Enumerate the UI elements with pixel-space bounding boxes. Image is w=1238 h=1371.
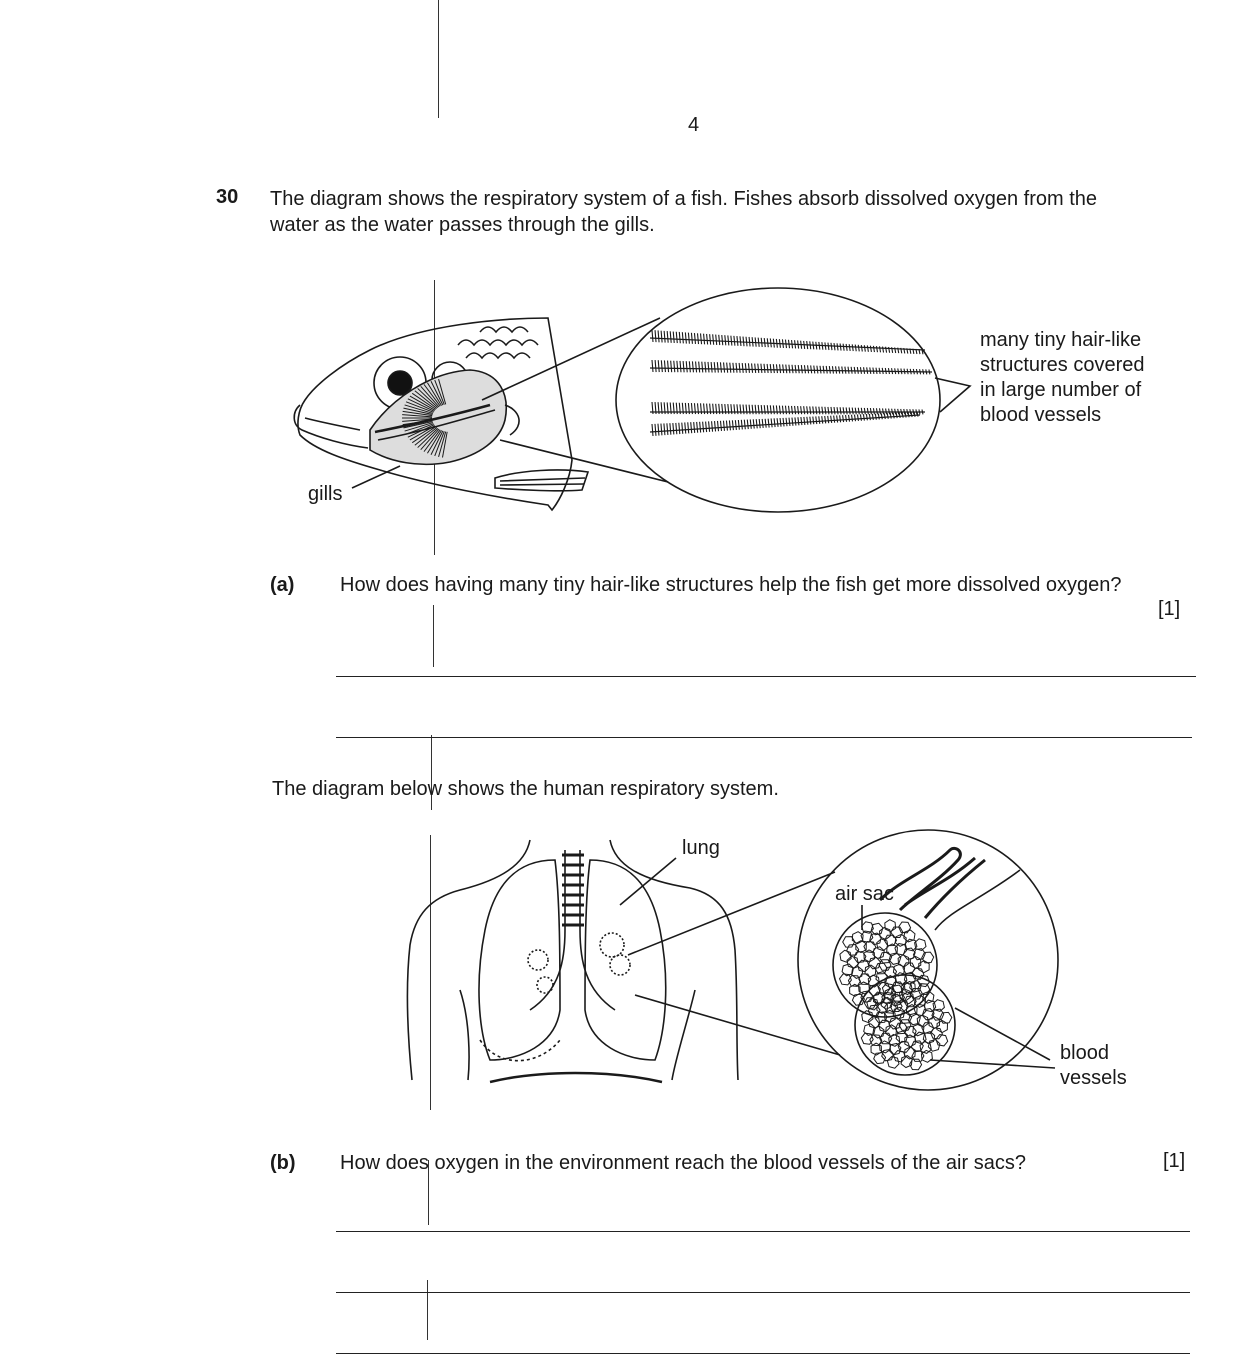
- right-lung: [585, 860, 666, 1060]
- air-sac-cell: [904, 930, 915, 942]
- part-b-marks: [1]: [1163, 1150, 1186, 1172]
- lung-pointer: [620, 858, 676, 905]
- label-gills: gills: [308, 483, 343, 505]
- answer-line[interactable]: [336, 1353, 1190, 1354]
- air-sac-cell: [880, 1033, 892, 1043]
- human-diagram-intro: The diagram below shows the human respiratory system.: [272, 778, 779, 800]
- label-lung: lung: [682, 837, 720, 859]
- air-sac-cell: [921, 1050, 932, 1062]
- air-sac-cells: [840, 920, 952, 1070]
- air-sac-cell: [887, 1057, 899, 1069]
- blood-vessel-pointer: [930, 1008, 1055, 1068]
- label-line: blood: [1060, 1042, 1109, 1064]
- answer-line[interactable]: [336, 1292, 1190, 1293]
- part-a-marks: [1]: [1158, 598, 1181, 620]
- scan-artifact-line: [427, 1280, 428, 1340]
- air-sac-cell: [856, 941, 867, 953]
- answer-line[interactable]: [336, 1231, 1190, 1232]
- part-b-question: How does oxygen in the environment reach the blood vessels of the air sacs?: [340, 1152, 1026, 1174]
- air-sac-cell: [840, 950, 851, 962]
- air-sac-cell: [936, 1035, 948, 1046]
- question-intro-line: The diagram shows the respiratory system of a fish. Fishes absorb dissolved oxygen from the: [270, 188, 1098, 210]
- label-line: many tiny hair-like: [980, 329, 1142, 351]
- question-intro-line: water as the water passes through the gills.: [270, 214, 655, 236]
- part-a-question: How does having many tiny hair-like structures help the fish get more dissolved oxygen?: [340, 574, 1122, 596]
- label-line: blood vessels: [980, 404, 1102, 426]
- label-line: vessels: [1060, 1067, 1127, 1089]
- page-number: 4: [688, 114, 700, 136]
- part-a-label: (a): [270, 574, 295, 596]
- question-number: 30: [216, 186, 239, 208]
- zoom-line: [628, 872, 835, 955]
- label-blood-vessels: [1060, 1041, 1127, 1091]
- label-line: in large number of: [980, 379, 1142, 401]
- label-line: structures covered: [980, 354, 1145, 376]
- part-b-label: (b): [270, 1152, 296, 1174]
- air-sac-cell: [913, 1024, 924, 1036]
- label-air-sac: air sac: [835, 883, 894, 905]
- trachea: [565, 850, 580, 930]
